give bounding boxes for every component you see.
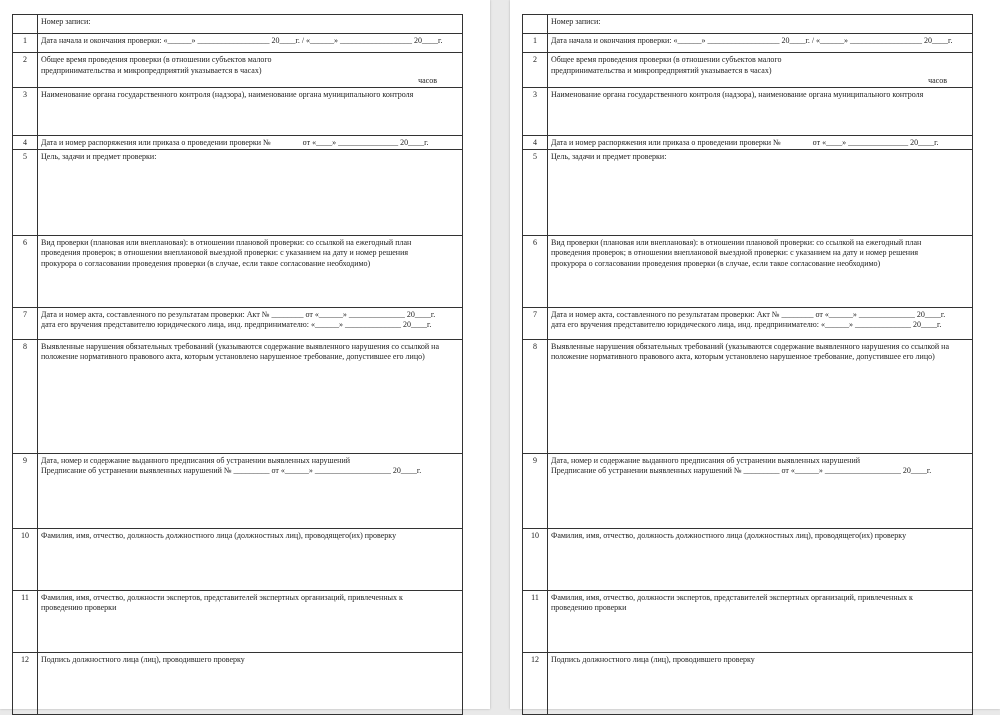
row-label-line: Дата и номер распоряжения или приказа о проведении проверки № от «____» _______________ 20____г.	[41, 137, 429, 147]
row-content-cell[interactable]	[38, 453, 463, 528]
journal-row-12	[523, 652, 973, 714]
row-content-cell[interactable]	[38, 149, 463, 235]
row-label-line: положение нормативного правового акта, которым установлено нарушенное требование, допустившее его лицо)	[551, 352, 935, 361]
journal-row-7	[13, 307, 463, 339]
row-number: 4	[523, 135, 548, 149]
row-label-line: Фамилия, имя, отчество, должность должностного лица (должностных лиц), проводящего(их) проверку	[551, 530, 907, 540]
row-label-line: Цель, задачи и предмет проверки:	[551, 151, 667, 161]
journal-row-5	[523, 149, 973, 235]
journal-row-10	[13, 528, 463, 590]
journal-row-8	[13, 339, 463, 453]
row-number: 4	[13, 135, 38, 149]
row-content-cell[interactable]	[548, 652, 973, 714]
row-label-line: Выявленные нарушения обязательных требований (указываются содержание выявленного нарушения со ссылкой на	[551, 341, 950, 351]
journal-row-11	[523, 590, 973, 652]
row-label-line: Цель, задачи и предмет проверки:	[41, 151, 157, 161]
journal-row-3	[13, 87, 463, 135]
journal-row-9	[13, 453, 463, 528]
row-label-line: предпринимательства и микропредприятий указывается в часах)	[551, 65, 772, 75]
inspection-journal-table-left	[12, 14, 463, 715]
journal-row-7	[523, 307, 973, 339]
row-content-cell[interactable]	[548, 307, 973, 339]
row-number: 5	[13, 149, 38, 235]
row-content-cell[interactable]	[38, 235, 463, 307]
row-number: 9	[13, 453, 38, 528]
row-label-line: Дата начала и окончания проверки: «______» __________________ 20____г. / «______» __________________ 20____г.	[41, 36, 443, 45]
row-label-line: проведения проверок; в отношении внеплановой выездной проверки: с указанием на дату и номер решения	[41, 248, 409, 257]
row-label-line: Вид проверки (плановая или внеплановая): в отношении плановой проверки: со ссылкой на ежегодный план	[551, 237, 922, 247]
row-label-line: Наименование органа государственного контроля (надзора), наименование органа муниципального контроля	[41, 89, 414, 99]
row-content-cell[interactable]	[38, 53, 463, 88]
row-label-line: проведению проверки	[551, 603, 627, 612]
row-number: 3	[523, 87, 548, 135]
row-label-line: Подпись должностного лица (лиц), проводившего проверку	[41, 654, 245, 664]
row-content-cell[interactable]	[548, 34, 973, 53]
row-content-cell[interactable]	[38, 590, 463, 652]
row-number-cell	[523, 15, 548, 34]
row-label-line: Дата и номер распоряжения или приказа о проведении проверки № от «____» _______________ 20____г.	[551, 137, 939, 147]
row-label-line: предпринимательства и микропредприятий указывается в часах)	[41, 65, 262, 75]
row-number-cell	[13, 15, 38, 34]
journal-row-8	[523, 339, 973, 453]
row-label-line: Фамилия, имя, отчество, должности экспертов, представителей экспертных организаций, привлеченных к	[551, 592, 913, 602]
journal-row-6	[13, 235, 463, 307]
row-label-line: Дата и номер акта, составленного по результатам проверки: Акт № ________ от «______» ______________ 20____г.	[41, 309, 436, 319]
row-label-line: прокурора о согласовании проведения проверки (в случае, если такое согласование необходимо)	[41, 258, 371, 268]
row-label-line: Наименование органа государственного контроля (надзора), наименование органа муниципального контроля	[551, 89, 924, 99]
journal-page-right	[510, 0, 1000, 709]
row-content-cell[interactable]	[548, 590, 973, 652]
row-label-line: Фамилия, имя, отчество, должность должностного лица (должностных лиц), проводящего(их) проверку	[41, 530, 397, 540]
row-label-line: Дата, номер и содержание выданного предписания об устранении выявленных нарушений	[551, 455, 861, 465]
row-number: 11	[13, 590, 38, 652]
row-number: 11	[523, 590, 548, 652]
journal-row-6	[523, 235, 973, 307]
row-content-cell[interactable]	[38, 34, 463, 53]
row-label-line: Общее время проведения проверки (в отношении субъектов малого	[41, 55, 272, 64]
journal-row-4	[13, 135, 463, 149]
row-content-cell[interactable]	[548, 453, 973, 528]
row-content-cell[interactable]	[38, 528, 463, 590]
row-number: 1	[523, 34, 548, 53]
journal-row-3	[523, 87, 973, 135]
row-number: 1	[13, 34, 38, 53]
row-label-line: Вид проверки (плановая или внеплановая): в отношении плановой проверки: со ссылкой на ежегодный план	[41, 237, 412, 247]
row-content-cell[interactable]	[548, 87, 973, 135]
hours-unit-label: часов	[418, 76, 437, 85]
row-number: 6	[13, 235, 38, 307]
row-number: 12	[13, 652, 38, 714]
row-number: 3	[13, 87, 38, 135]
row-label-line: Выявленные нарушения обязательных требований (указываются содержание выявленного нарушения со ссылкой на	[41, 341, 440, 351]
journal-row-11	[13, 590, 463, 652]
row-number: 2	[523, 53, 548, 88]
row-content-cell[interactable]	[548, 528, 973, 590]
row-label-line: Дата, номер и содержание выданного предписания об устранении выявленных нарушений	[41, 455, 351, 465]
header-row	[523, 15, 973, 34]
record-number-cell[interactable]	[38, 15, 463, 34]
header-row	[13, 15, 463, 34]
row-content-cell[interactable]	[548, 135, 973, 149]
journal-row-2	[523, 53, 973, 88]
row-content-cell[interactable]	[38, 87, 463, 135]
row-label-line: проведения проверок; в отношении внеплановой выездной проверки: с указанием на дату и номер решения	[551, 248, 919, 257]
journal-row-2	[13, 53, 463, 88]
record-number-cell[interactable]	[548, 15, 973, 34]
journal-page-left	[0, 0, 490, 709]
row-content-cell[interactable]	[38, 135, 463, 149]
journal-row-1	[523, 34, 973, 53]
record-number-label: Номер записи:	[551, 17, 601, 26]
row-content-cell[interactable]	[38, 339, 463, 453]
row-content-cell[interactable]	[548, 149, 973, 235]
row-number: 8	[523, 339, 548, 453]
row-content-cell[interactable]	[548, 339, 973, 453]
row-label-line: дата его вручения представителю юридического лица, инд. предпринимателю: «______» ______________ 20____г.	[41, 320, 432, 329]
journal-row-5	[13, 149, 463, 235]
row-number: 8	[13, 339, 38, 453]
row-content-cell[interactable]	[38, 307, 463, 339]
row-label-line: Фамилия, имя, отчество, должности экспертов, представителей экспертных организаций, привлеченных к	[41, 592, 403, 602]
row-label-line: положение нормативного правового акта, которым установлено нарушенное требование, допустившее его лицо)	[41, 352, 425, 361]
row-label-line: Предписание об устранении выявленных нарушений № _________ от «______» ___________________ 20____г.	[41, 466, 422, 475]
row-label-line: Дата начала и окончания проверки: «______» __________________ 20____г. / «______» __________________ 20____г.	[551, 36, 953, 45]
row-number: 5	[523, 149, 548, 235]
row-label-line: Подпись должностного лица (лиц), проводившего проверку	[551, 654, 755, 664]
row-label-line: прокурора о согласовании проведения проверки (в случае, если такое согласование необходимо)	[551, 258, 881, 268]
journal-row-9	[523, 453, 973, 528]
row-content-cell[interactable]	[38, 652, 463, 714]
row-label-line: дата его вручения представителю юридического лица, инд. предпринимателю: «______» ______________ 20____г.	[551, 320, 942, 329]
record-number-label: Номер записи:	[41, 17, 91, 26]
row-label-line: проведению проверки	[41, 603, 117, 612]
journal-row-1	[13, 34, 463, 53]
row-number: 12	[523, 652, 548, 714]
journal-row-10	[523, 528, 973, 590]
row-label-line: Общее время проведения проверки (в отношении субъектов малого	[551, 55, 782, 64]
row-number: 2	[13, 53, 38, 88]
journal-row-4	[523, 135, 973, 149]
journal-row-12	[13, 652, 463, 714]
row-content-cell[interactable]	[548, 53, 973, 88]
hours-unit-label: часов	[928, 76, 947, 85]
row-number: 10	[13, 528, 38, 590]
row-number: 6	[523, 235, 548, 307]
inspection-journal-table-right	[522, 14, 973, 715]
row-label-line: Предписание об устранении выявленных нарушений № _________ от «______» ___________________ 20____г.	[551, 466, 932, 475]
row-number: 7	[13, 307, 38, 339]
row-number: 7	[523, 307, 548, 339]
row-number: 10	[523, 528, 548, 590]
row-label-line: Дата и номер акта, составленного по результатам проверки: Акт № ________ от «______» ______________ 20____г.	[551, 309, 946, 319]
row-number: 9	[523, 453, 548, 528]
row-content-cell[interactable]	[548, 235, 973, 307]
